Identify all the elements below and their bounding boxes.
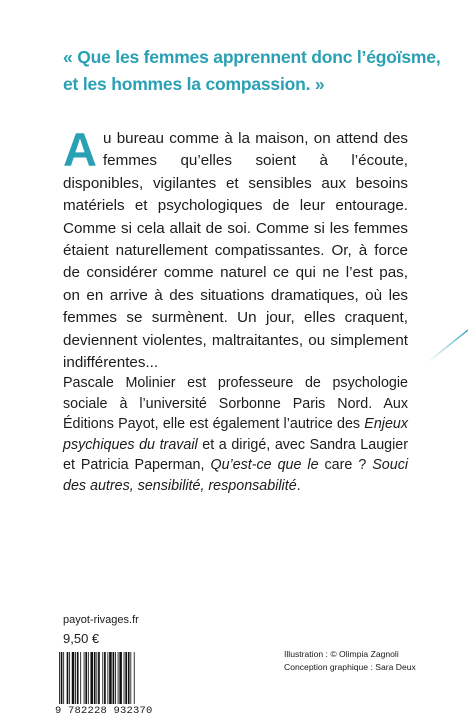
isbn-barcode: [55, 652, 163, 717]
pull-quote-line-2: et les hommes la compassion. »: [63, 74, 325, 94]
back-cover-summary: [63, 123, 408, 374]
price: 9,50 €: [63, 631, 100, 646]
bio-text-4: .: [296, 477, 301, 494]
bio-book-title-2a: Qu’est-ce que le: [210, 457, 319, 474]
bio-text-2: et a dirigé, avec Sandra Laugier et Patricia Paperman,: [63, 436, 408, 474]
drop-cap: A: [63, 123, 97, 176]
pull-quote-line-1: « Que les femmes apprennent donc l’égoïsme,: [63, 47, 441, 67]
barcode-bars: [55, 652, 163, 704]
bio-text-1: Pascale Molinier est professeure de psychologie sociale à l’université Sorbonne Paris Nord. Aux Éditions Payot, elle est également l’autrice des: [63, 375, 408, 433]
barcode-digits: 9 782228 932370: [55, 705, 153, 717]
publisher-website: payot-rivages.fr: [63, 614, 139, 626]
pull-quote: [63, 44, 441, 98]
illustration-credit: Illustration : © Olimpia Zagnoli: [284, 649, 399, 659]
bio-book-title-1: Enjeux psychiques du travail: [63, 416, 408, 453]
author-bio: [63, 373, 408, 497]
credits: [284, 648, 416, 674]
summary-text: u bureau comme à la maison, on attend des femmes qu’elles soient à l’écoute, disponibles, vigilantes et sensibles aux besoins matériels et psychologiques de leur entourage. Comme si cela allait de soi. Comme si les femmes étaient naturellement compatissantes. Or, à force de considérer comme naturel ce qui ne l’est pas, on en arrive à des situations dramatiques, où les femmes se surmènent. Un jour, elles craquent, deviennent violentes, maltraitantes, ou simplement indifférentes...: [63, 130, 408, 372]
design-credit: Conception graphique : Sara Deux: [284, 662, 416, 672]
bio-book-title-2b: Souci des autres, sensibilité, responsabilité: [63, 457, 409, 494]
bio-text-3: care ?: [318, 457, 373, 474]
